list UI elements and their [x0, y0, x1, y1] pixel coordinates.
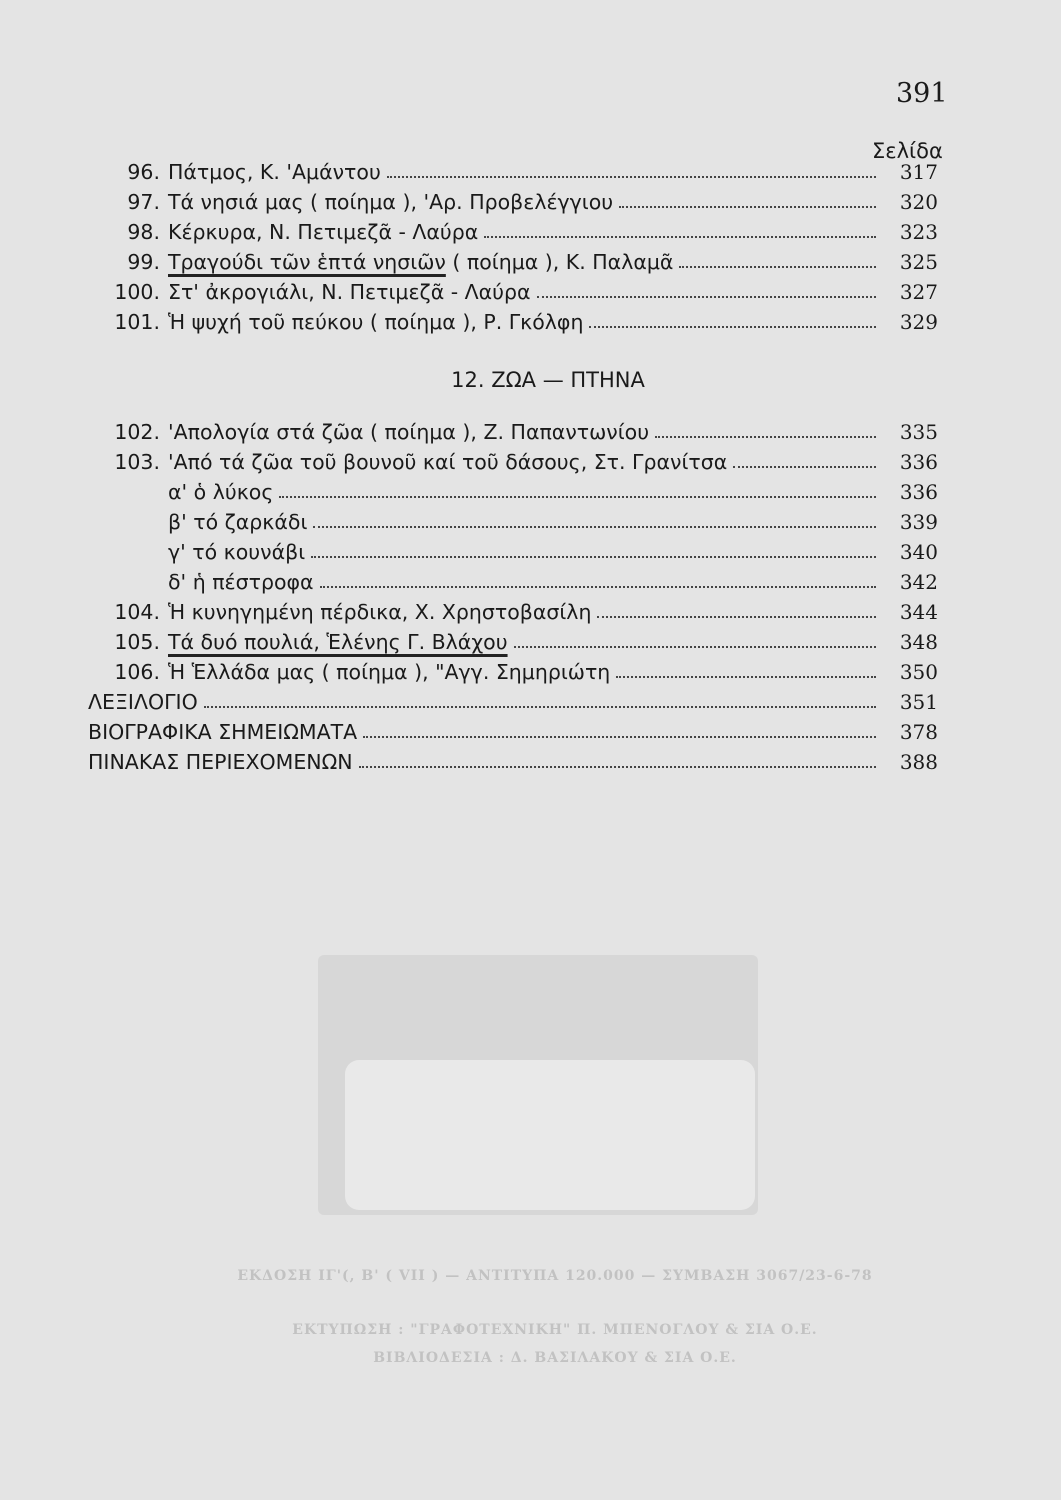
leader-dots — [655, 435, 876, 438]
entry-page: 336 — [899, 480, 938, 504]
leader-dots — [537, 295, 876, 298]
toc-entry — [88, 444, 938, 474]
leader-dots — [320, 585, 876, 588]
leader-dots — [311, 555, 876, 558]
entry-number: 105. — [114, 630, 160, 654]
entry-title: ΠΙΝΑΚΑΣ ΠΕΡΙΕΧΟΜΕΝΩΝ — [88, 750, 353, 774]
entry-number: 98. — [127, 220, 160, 244]
entry-title-rest: ( ποίημα ), Κ. Παλαμᾶ — [445, 250, 674, 274]
back-matter-entry — [88, 744, 938, 774]
entry-title: Ἡ ψυχή τοῦ πεύκου ( ποίημα ), Ρ. Γκόλφη — [168, 310, 584, 334]
entry-title: δ' ἡ πέστροφα — [168, 570, 314, 594]
leader-dots — [619, 205, 876, 208]
section-heading-text: 12. ΖΩΑ — ΠΤΗΝΑ — [451, 368, 645, 392]
toc-subentry — [88, 534, 938, 564]
toc-entry — [88, 154, 938, 184]
leader-dots — [363, 735, 876, 738]
entry-page: 378 — [899, 720, 938, 744]
leader-dots — [313, 525, 876, 528]
entry-page: 336 — [899, 450, 938, 474]
entry-title: γ' τό κουνάβι — [168, 540, 306, 564]
entry-number: 102. — [114, 420, 160, 444]
entry-page: 348 — [899, 630, 938, 654]
entry-number: 96. — [127, 160, 160, 184]
entry-page: 340 — [899, 540, 938, 564]
entry-number: 100. — [114, 280, 160, 304]
entry-title: Ἡ Ἑλλάδα μας ( ποίημα ), "Αγγ. Σημηριώτη — [168, 660, 611, 684]
toc-entry — [88, 594, 938, 624]
toc-entry — [88, 274, 938, 304]
toc-entry — [88, 414, 938, 444]
entry-title: 'Από τά ζῶα τοῦ βουνοῦ καί τοῦ δάσους, Στ. Γρανίτσα — [168, 450, 728, 474]
entry-page: 344 — [899, 600, 938, 624]
leader-dots — [359, 765, 876, 768]
entry-number: 106. — [114, 660, 160, 684]
leader-dots — [733, 465, 876, 468]
leader-dots — [484, 235, 876, 238]
leader-dots — [514, 645, 876, 648]
entry-title: β' τό ζαρκάδι — [168, 510, 308, 534]
toc-entry — [88, 624, 938, 654]
entry-title-underlined: Τραγούδι τῶν ἑπτά νησιῶν — [168, 250, 446, 274]
entry-title: Ἡ κυνηγημένη πέρδικα, Χ. Χρηστοβασίλη — [168, 600, 592, 624]
entry-page: 350 — [899, 660, 938, 684]
back-matter-entry — [88, 714, 938, 744]
toc-entry — [88, 244, 938, 274]
entry-number: 103. — [114, 450, 160, 474]
faded-stamp-inner — [345, 1060, 755, 1210]
leader-dots — [204, 705, 876, 708]
section-heading — [0, 368, 1061, 392]
entry-number: 104. — [114, 600, 160, 624]
entry-title: 'Απολογία στά ζῶα ( ποίημα ), Ζ. Παπαντωνίου — [168, 420, 650, 444]
entry-title — [168, 250, 673, 274]
imprint-line-2: ΕΚΤΥΠΩΣΗ : "ΓΡΑΦΟΤΕΧΝΙΚΗ" Π. ΜΠΕΝΟΓΛΟΥ & ΣΙΑ Ο.Ε. — [292, 1322, 818, 1338]
toc-subentry — [88, 504, 938, 534]
entry-title-underlined: Τά δυό πουλιά, Ἑλένης Γ. Βλάχου — [168, 630, 508, 654]
entry-title: Κέρκυρα, Ν. Πετιμεζᾶ - Λαύρα — [168, 220, 479, 244]
leader-dots — [679, 265, 876, 268]
entry-number: 99. — [127, 250, 160, 274]
entry-page: 320 — [899, 190, 938, 214]
entry-title: Στ' ἀκρογιάλι, Ν. Πετιμεζᾶ - Λαύρα — [168, 280, 531, 304]
entry-number: 101. — [114, 310, 160, 334]
entry-page: 339 — [899, 510, 938, 534]
entry-page: 388 — [899, 750, 938, 774]
back-matter-entry — [88, 684, 938, 714]
toc-entry — [88, 654, 938, 684]
entry-page: 351 — [899, 690, 938, 714]
entry-page: 342 — [899, 570, 938, 594]
entry-title — [168, 630, 508, 654]
entry-number: 97. — [127, 190, 160, 214]
toc-subentry — [88, 474, 938, 504]
entry-title: Τά νησιά μας ( ποίημα ), 'Αρ. Προβελέγγιου — [168, 190, 614, 214]
entry-page: 323 — [899, 220, 938, 244]
entry-title: ΒΙΟΓΡΑΦΙΚΑ ΣΗΜΕΙΩΜΑΤΑ — [88, 720, 358, 744]
entry-page: 335 — [899, 420, 938, 444]
leader-dots — [387, 175, 876, 178]
entry-title: Πάτμος, Κ. 'Αμάντου — [168, 160, 381, 184]
entry-page: 317 — [899, 160, 938, 184]
leader-dots — [589, 325, 876, 328]
imprint-line-1: ΕΚΔΟΣΗ ΙΓ'(, Β' ( VII ) — ΑΝΤΙΤΥΠΑ 120.000 — ΣΥΜΒΑΣΗ 3067/23-6-78 — [237, 1268, 873, 1284]
entry-page: 327 — [899, 280, 938, 304]
leader-dots — [597, 615, 876, 618]
leader-dots — [279, 495, 876, 498]
entry-title: α' ὁ λύκος — [168, 480, 274, 504]
imprint-line-3: ΒΙΒΛΙΟΔΕΣΙΑ : Δ. ΒΑΣΙΛΑΚΟΥ & ΣΙΑ Ο.Ε. — [373, 1350, 737, 1366]
toc-entry — [88, 214, 938, 244]
entry-page: 325 — [899, 250, 938, 274]
page-number: 391 — [896, 78, 948, 109]
entry-page: 329 — [899, 310, 938, 334]
entry-title: ΛΕΞΙΛΟΓΙΟ — [88, 690, 198, 714]
page-column-label: Σελίδα — [872, 139, 943, 163]
toc-entry — [88, 184, 938, 214]
leader-dots — [616, 675, 876, 678]
toc-subentry — [88, 564, 938, 594]
toc-entry — [88, 304, 938, 334]
